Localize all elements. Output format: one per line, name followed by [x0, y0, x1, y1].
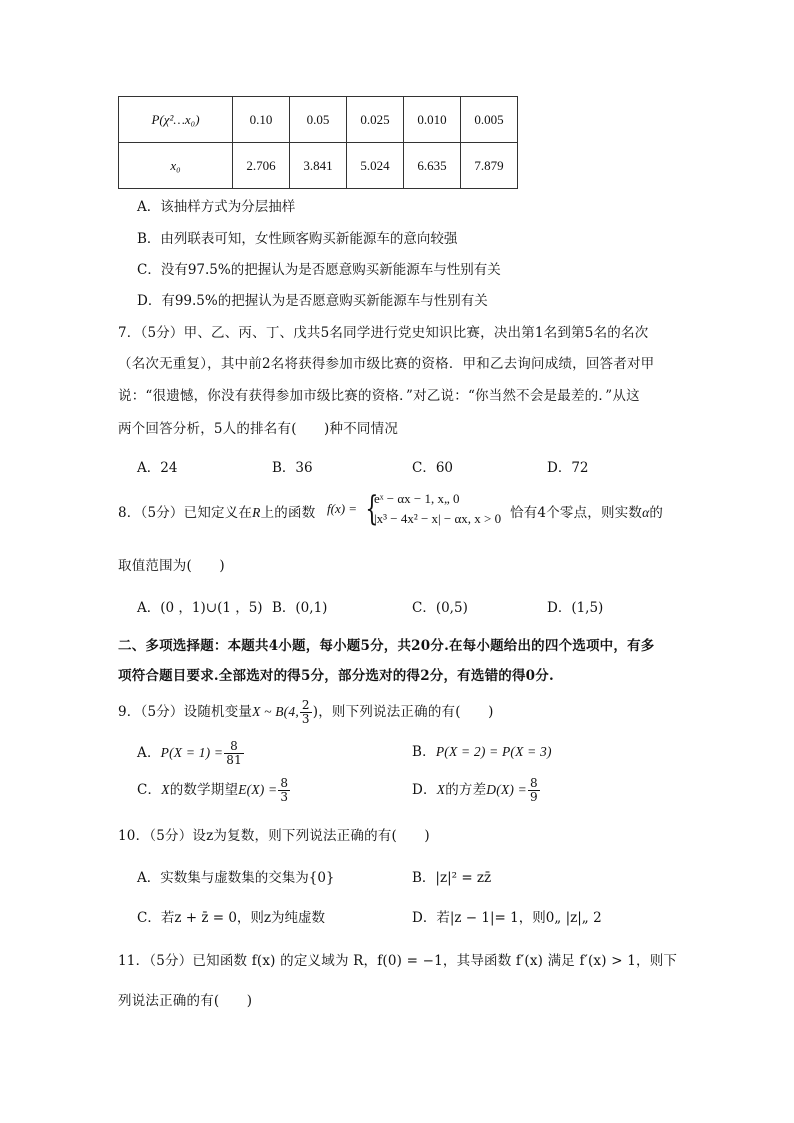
table-cell: 0.010: [404, 97, 461, 143]
fraction: [224, 740, 244, 767]
option-letter: A．: [137, 745, 161, 761]
q8-domain: R: [252, 505, 261, 520]
math-var: X: [436, 782, 446, 797]
q8-option-b: B．(0,1): [272, 600, 328, 616]
q9-option-b: [412, 740, 552, 760]
q9-stem: [118, 699, 494, 726]
fraction-num: 8: [224, 740, 244, 754]
q10-option-d: D．若|z − 1|= 1，则0„ |z|„ 2: [412, 910, 602, 926]
q7-stem-line: 两个回答分析，5人的排名有( )种不同情况: [118, 421, 399, 437]
q10-stem: 10．（5分）设z为复数，则下列说法正确的有( ): [118, 828, 430, 844]
table-cell: 6.635: [404, 143, 461, 189]
q8-suffix-text: 恰有4个零点，则实数: [510, 505, 643, 521]
table-cell: 0.025: [347, 97, 404, 143]
math-expr: P(X = 1) =: [160, 745, 224, 760]
math-expr: E(X) =: [238, 782, 278, 797]
q8-piece-1: eˣ − αx − 1, x„ 0: [374, 491, 460, 506]
q8-fx: f(x) =: [327, 501, 358, 516]
q7-option-d: D．72: [547, 460, 589, 476]
q9-option-d: [412, 777, 541, 804]
piecewise-brace: {: [365, 489, 379, 529]
q9-suffix: )，则下列说法正确的有( ): [312, 704, 494, 720]
q8-option-d: D．(1,5): [547, 600, 604, 616]
fraction: [300, 699, 312, 726]
q9-option-a: [137, 740, 245, 767]
table-cell: 0.05: [290, 97, 347, 143]
table-cell: 3.841: [290, 143, 347, 189]
table-row: [119, 143, 518, 189]
fraction: [278, 777, 290, 804]
fraction-den: 3: [280, 790, 289, 804]
table-header-cell: x₀: [119, 143, 233, 189]
q8-option-c: C．(0,5): [412, 600, 468, 616]
fraction-num: 8: [529, 776, 538, 790]
q6-option-c: C．没有97.5%的把握认为是否愿意购买新能源车与性别有关: [137, 262, 501, 278]
fraction: [528, 777, 540, 804]
table-cell: 5.024: [347, 143, 404, 189]
fraction-den: 81: [226, 753, 242, 767]
option-letter: D．: [412, 782, 437, 798]
section-heading-line: 项符合题目要求.全部选对的得5分，部分选对的得2分，有选错的得0分.: [118, 668, 554, 684]
q6-option-a: A．该抽样方式为分层抽样: [137, 199, 296, 215]
q11-stem-line: 11．（5分）已知函数 f(x) 的定义域为 R，f(0) = −1，其导函数 f′(x) 满足 f′(x) > 1，则下: [118, 953, 678, 969]
q6-option-d: D．有99.5%的把握认为是否愿意购买新能源车与性别有关: [137, 293, 488, 309]
q8-suffix: [510, 501, 663, 521]
q9-option-c: [137, 777, 291, 804]
q6-option-b: B．由列联表可知，女性顾客购买新能源车的意向较强: [137, 231, 458, 247]
table-cell: 0.10: [233, 97, 290, 143]
q9-prefix: 9．（5分）设随机变量: [118, 704, 253, 720]
fraction-num: 2: [301, 698, 310, 712]
option-text: 的数学期望: [169, 782, 239, 798]
q9-var: X ~ B(4,: [252, 704, 299, 719]
chi-square-table: [118, 96, 518, 189]
q8-option-a: A．(0 ，1)∪(1 ，5): [137, 600, 263, 616]
option-letter: C．: [137, 782, 162, 798]
q7-stem-line: （名次无重复），其中前2名将获得参加市级比赛的资格．甲和乙去询问成绩，回答者对甲: [118, 356, 655, 372]
q8-piece-2: |x³ − 4x² − x| − αx, x > 0: [374, 511, 502, 526]
q10-option-b: B．|z|² = zz̄: [412, 870, 492, 886]
q8-prefix: 8．（5分）已知定义在: [118, 505, 253, 521]
option-text: 的方差: [445, 782, 487, 798]
q7-stem-line: 7．（5分）甲、乙、丙、丁、戊共5名同学进行党史知识比赛，决出第1名到第5名的名次: [118, 325, 649, 341]
q8-line-2: 取值范围为( ): [118, 558, 225, 574]
q8-mid: 上的函数: [260, 505, 316, 521]
fraction-num: 8: [280, 776, 289, 790]
table-cell: 2.706: [233, 143, 290, 189]
q8-alpha: α: [642, 505, 650, 520]
q8-stem: [118, 501, 315, 521]
q7-option-b: B．36: [272, 460, 313, 476]
section-heading-line: 二、多项选择题：本题共4小题，每小题5分，共20分.在每小题给出的四个选项中，有多: [118, 638, 655, 654]
math-expr: D(X) =: [486, 782, 527, 797]
math-expr: P(X = 2) = P(X = 3): [435, 744, 552, 759]
q8-suffix-end: 的: [649, 505, 664, 521]
table-header-cell: P(χ²…x₀): [119, 97, 233, 143]
q7-stem-line: 说：“很遗憾，你没有获得参加市级比赛的资格．”对乙说：“你当然不会是最差的．”从这: [118, 388, 640, 404]
table-cell: 7.879: [461, 143, 518, 189]
q10-option-c: C．若z + z̄ = 0，则z为纯虚数: [137, 910, 326, 926]
table-cell: 0.005: [461, 97, 518, 143]
option-letter: B．: [412, 744, 436, 760]
q10-option-a: A．实数集与虚数集的交集为{0}: [137, 870, 335, 886]
fraction-den: 3: [301, 712, 310, 726]
q7-option-c: C．60: [412, 460, 454, 476]
fraction-den: 9: [529, 790, 538, 804]
q7-option-a: A．24: [137, 460, 178, 476]
table-row: [119, 97, 518, 143]
q11-stem-line: 列说法正确的有( ): [118, 993, 253, 1009]
math-var: X: [161, 782, 170, 797]
